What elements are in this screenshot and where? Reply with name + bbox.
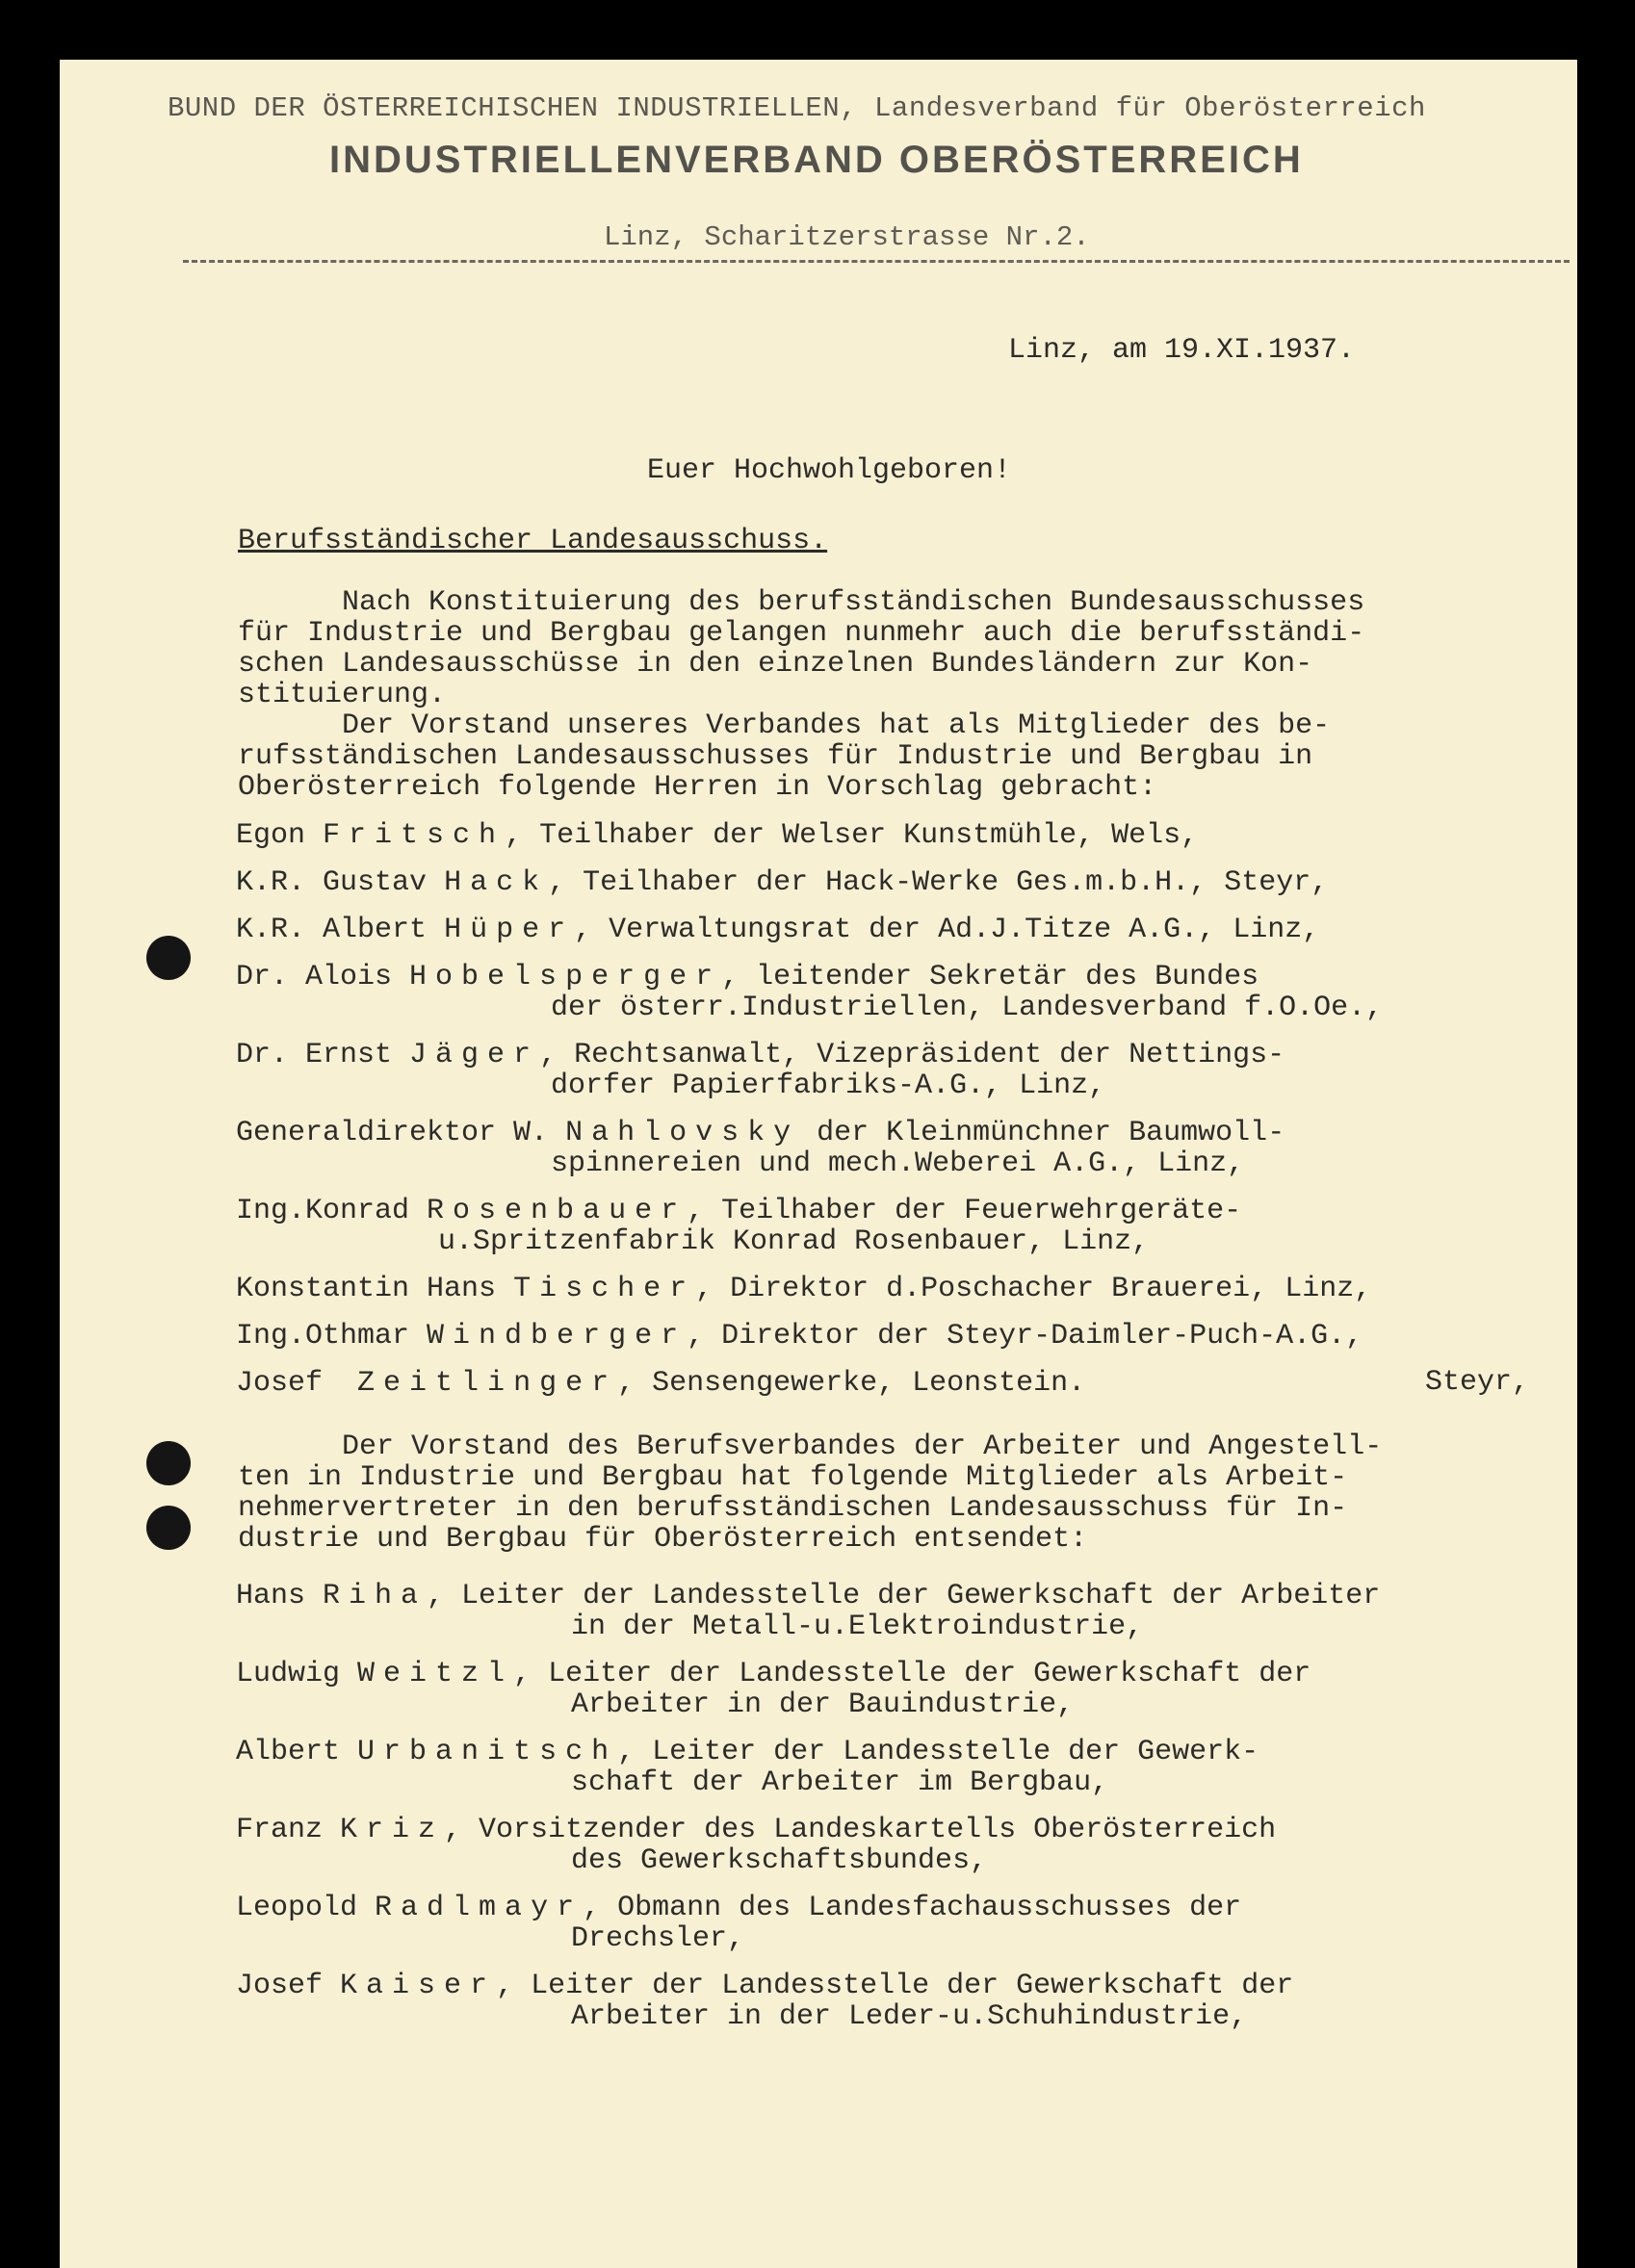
member-entry: [236, 820, 1565, 851]
member-role: , Sensengewerke, Leonstein.: [617, 1367, 1086, 1400]
delegate-role: , Vorsitzender des Landeskartells Oberösterreich: [444, 1814, 1277, 1846]
member-entry: [236, 1274, 1565, 1304]
delegate-prefix: Ludwig: [236, 1658, 341, 1690]
member-surname: Zeitlinger: [357, 1367, 618, 1400]
delegate-surname: Urbanitsch: [357, 1736, 618, 1768]
delegate-role-continued: Drechsler,: [571, 1922, 745, 1955]
subject-line: Berufsständischer Landesausschuss.: [238, 525, 828, 557]
delegate-role: , Leiter der Landesstelle der Gewerkschaft der Arbeiter: [427, 1580, 1381, 1612]
member-role: , Verwaltungsrat der Ad.J.Titze A.G., Linz,: [574, 914, 1320, 946]
letterhead-federation: BUND DER ÖSTERREICHISCHEN INDUSTRIELLEN, Landesverband für Oberösterreich: [168, 92, 1426, 124]
member-surname: Windberger: [427, 1320, 688, 1353]
member-prefix: Dr. Alois: [236, 961, 393, 993]
member-surname: Tischer: [513, 1273, 696, 1305]
paragraph-line: dustrie und Bergbau für Oberösterreich entsendet:: [238, 1523, 1088, 1556]
delegate-entry: [236, 1737, 1565, 1798]
member-entry: [236, 962, 1565, 1023]
member-surname: Hack: [444, 866, 549, 899]
member-role-continued: der österr.Industriellen, Landesverband f.O.Oe.,: [551, 992, 1384, 1024]
paragraph-line: Oberösterreich folgende Herren in Vorschlag gebracht:: [238, 771, 1157, 804]
delegate-surname: Radlmayr: [375, 1892, 584, 1924]
delegate-prefix: Leopold: [236, 1892, 358, 1924]
member-prefix: Konstantin Hans: [236, 1273, 497, 1305]
delegate-entry: [236, 1815, 1565, 1876]
intro-paragraph: [238, 587, 1518, 803]
delegate-surname: Kriz: [340, 1814, 445, 1846]
letterhead-title: INDUSTRIELLENVERBAND OBERÖSTERREICH: [329, 139, 1304, 181]
member-surname: Hüper: [444, 914, 575, 946]
paragraph-line: Nach Konstituierung des berufsständischen Bundesausschusses: [238, 586, 1365, 619]
delegate-role-continued: schaft der Arbeiter im Bergbau,: [571, 1766, 1109, 1799]
paragraph-line: stituierung.: [238, 679, 447, 711]
letterhead-address: Linz, Scharitzerstrasse Nr.2.: [604, 221, 1090, 253]
letter-page: [60, 60, 1577, 2268]
member-surname: Fritsch: [323, 819, 506, 852]
letterhead-divider: [183, 260, 1570, 263]
member-role: , Teilhaber der Hack-Werke Ges.m.b.H., Steyr,: [548, 866, 1329, 899]
steyr-note: Steyr,: [1424, 1366, 1529, 1399]
member-prefix: Generaldirektor W.: [236, 1117, 549, 1149]
paragraph-line: für Industrie und Bergbau gelangen nunmehr auch die berufsständi-: [238, 617, 1365, 650]
delegate-prefix: Hans: [236, 1580, 306, 1612]
delegate-entry: [236, 1659, 1565, 1720]
delegate-entry: [236, 1971, 1565, 2032]
punch-hole: [146, 936, 191, 980]
member-role: , leitender Sekretär des Bundes: [721, 961, 1259, 993]
delegate-prefix: Josef: [236, 1970, 324, 2002]
member-entry: [236, 1368, 1565, 1399]
paragraph-line: Der Vorstand unseres Verbandes hat als Mitglieder des be-: [238, 709, 1331, 742]
paragraph-line: nehmervertreter in den berufsständischen Landesausschuss für In-: [238, 1492, 1348, 1525]
delegate-surname: Weitzl: [357, 1658, 514, 1690]
member-prefix: Egon: [236, 819, 306, 852]
paragraph-line: Der Vorstand des Berufsverbandes der Arbeiter und Angestell-: [238, 1430, 1383, 1463]
employer-members-list: [236, 820, 1565, 1415]
delegate-surname: Riha: [323, 1580, 428, 1612]
member-surname: Hobelsperger: [409, 961, 722, 993]
punch-hole: [146, 1506, 191, 1550]
delegate-role: , Obmann des Landesfachausschusses der: [583, 1892, 1242, 1924]
delegate-role: , Leiter der Landesstelle der Gewerk-: [617, 1736, 1259, 1768]
delegate-role-continued: Arbeiter in der Leder-u.Schuhindustrie,: [571, 2000, 1248, 2033]
member-role: , Rechtsanwalt, Vizepräsident der Nettings-: [539, 1039, 1285, 1071]
member-surname: Nahlovsky: [565, 1117, 800, 1149]
member-role: , Direktor der Steyr-Daimler-Puch-A.G.,: [687, 1320, 1363, 1353]
paragraph-line: schen Landesausschüsse in den einzelnen Bundesländern zur Kon-: [238, 648, 1313, 681]
punch-hole: [146, 1441, 191, 1485]
worker-paragraph: [238, 1431, 1518, 1555]
delegate-role: , Leiter der Landesstelle der Gewerkschaft der: [496, 1970, 1294, 2002]
delegate-role-continued: Arbeiter in der Bauindustrie,: [571, 1688, 1075, 1721]
member-prefix: K.R. Gustav: [236, 866, 428, 899]
delegate-role-continued: des Gewerkschaftsbundes,: [571, 1844, 988, 1877]
member-entry: [236, 1196, 1565, 1257]
member-prefix: K.R. Albert: [236, 914, 428, 946]
member-prefix: Dr. Ernst: [236, 1039, 393, 1071]
delegate-entry: [236, 1893, 1565, 1954]
member-entry: [236, 1040, 1565, 1101]
member-role-continued: spinnereien und mech.Weberei A.G., Linz,: [551, 1147, 1245, 1180]
member-role-continued: u.Spritzenfabrik Konrad Rosenbauer, Linz,: [438, 1225, 1150, 1258]
letter-date: Linz, am 19.XI.1937.: [1008, 334, 1356, 367]
salutation: Euer Hochwohlgeboren!: [647, 454, 1012, 487]
delegate-entry: [236, 1581, 1565, 1642]
delegate-surname: Kaiser: [340, 1970, 497, 2002]
member-entry: [236, 915, 1565, 945]
member-role: , Teilhaber der Welser Kunstmühle, Wels,: [505, 819, 1199, 852]
member-prefix: Josef: [236, 1367, 341, 1400]
worker-delegates-list: [236, 1581, 1565, 2049]
member-role: der Kleinmünchner Baumwoll-: [799, 1117, 1285, 1149]
member-entry: [236, 867, 1565, 898]
paragraph-line: rufsständischen Landesausschusses für Industrie und Bergbau in: [238, 740, 1313, 773]
member-entry: [236, 1321, 1565, 1352]
delegate-prefix: Albert: [236, 1736, 341, 1768]
member-role: , Teilhaber der Feuerwehrgeräte-: [687, 1195, 1242, 1227]
member-prefix: Ing.Othmar: [236, 1320, 410, 1353]
member-entry: [236, 1118, 1565, 1179]
member-role: , Direktor d.Poschacher Brauerei, Linz,: [695, 1273, 1372, 1305]
member-surname: Jäger: [409, 1039, 540, 1071]
delegate-prefix: Franz: [236, 1814, 324, 1846]
member-prefix: Ing.Konrad: [236, 1195, 410, 1227]
paragraph-line: ten in Industrie und Bergbau hat folgende Mitglieder als Arbeit-: [238, 1461, 1348, 1494]
delegate-role: , Leiter der Landesstelle der Gewerkschaft der: [513, 1658, 1311, 1690]
member-role-continued: dorfer Papierfabriks-A.G., Linz,: [551, 1070, 1106, 1102]
delegate-role-continued: in der Metall-u.Elektroindustrie,: [571, 1611, 1144, 1643]
member-surname: Rosenbauer: [427, 1195, 688, 1227]
